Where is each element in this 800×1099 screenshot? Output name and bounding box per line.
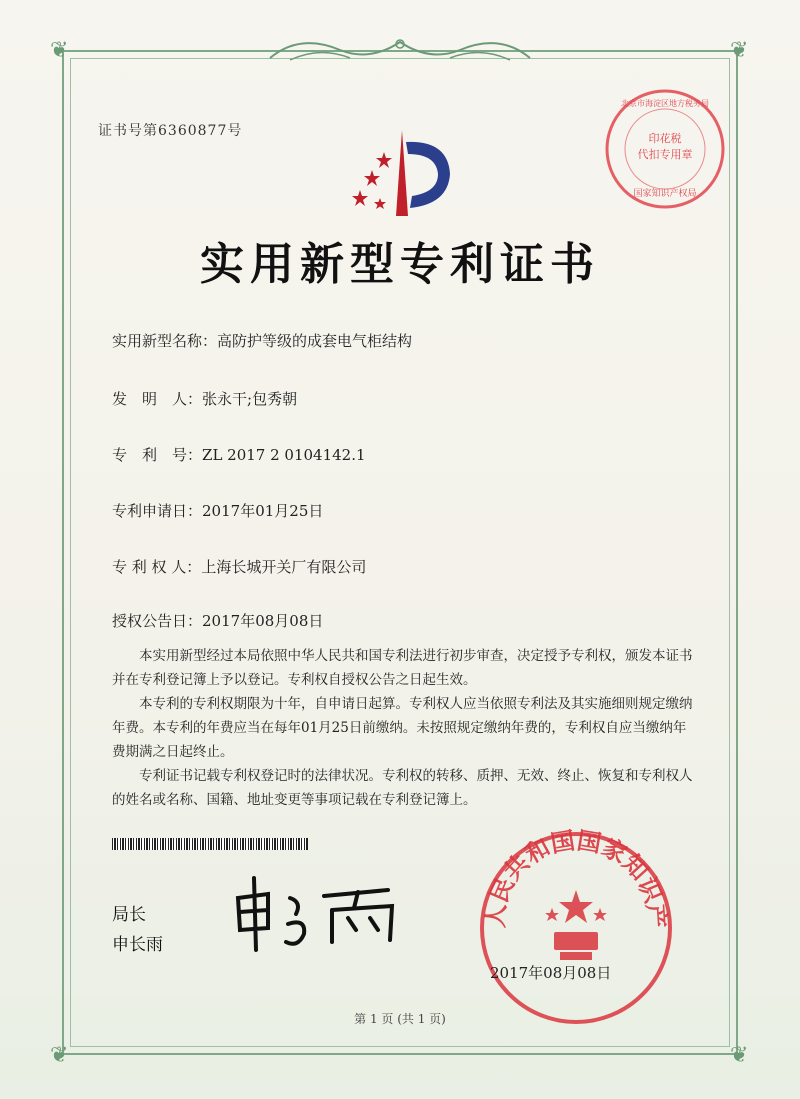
barcode <box>112 838 308 850</box>
field-inventor <box>112 388 297 409</box>
certificate-body <box>112 644 698 812</box>
body-paragraph-3: 专利证书记载专利权登记时的法律状况。专利权的转移、质押、无效、终止、恢复和专利权人的姓名或名称、国籍、地址变更等事项记载在专利登记簿上。 <box>112 768 693 808</box>
patent-office-logo <box>340 112 470 222</box>
field-label: 专利申请日： <box>112 502 203 520</box>
field-value: 上海长城开关厂有限公司 <box>201 558 367 576</box>
corner-ornament-bottom-right: ❦ <box>730 1043 749 1068</box>
field-value: 2017年01月25日 <box>202 502 324 520</box>
handwritten-signature <box>228 868 418 958</box>
field-label: 授权公告日： <box>112 612 203 630</box>
field-grant-date <box>112 610 323 631</box>
tax-seal-top-text: 北京市海淀区地方税务局 <box>621 99 709 108</box>
tax-seal-inner-text-1: 印花税 <box>648 132 682 145</box>
field-label: 专 利 号： <box>112 446 203 464</box>
field-label: 发 明 人： <box>112 390 203 408</box>
field-value: 张永干;包秀朝 <box>202 390 298 408</box>
page-number: 第 1 页 (共 1 页) <box>354 1012 446 1026</box>
official-seal <box>476 828 676 1028</box>
field-value: 高防护等级的成套电气柜结构 <box>217 332 413 350</box>
field-filing-date <box>112 500 323 521</box>
corner-ornament-top-right: ❦ <box>730 38 749 63</box>
field-value: ZL 2017 2 0104142.1 <box>202 446 366 464</box>
tax-seal-outer-text: 国家知识产权局 <box>633 189 697 199</box>
corner-ornament-top-left: ❦ <box>50 38 69 63</box>
field-patentee <box>112 556 366 577</box>
corner-ornament-bottom-left: ❦ <box>50 1043 69 1068</box>
certificate-number: 证书号第6360877号 <box>98 123 243 139</box>
body-paragraph-1: 本实用新型经过本局依照中华人民共和国专利法进行初步审查，决定授予专利权，颁发本证书并在专利登记簿上予以登记。专利权自授权公告之日起生效。 <box>112 648 693 688</box>
seal-text: 人民共和国国家知识产 <box>480 828 672 929</box>
field-label: 实用新型名称： <box>112 332 218 350</box>
certificate-title: 实用新型专利证书 <box>200 239 600 290</box>
signatory-name: 申长雨 <box>112 935 163 955</box>
field-utility-model-name <box>112 330 412 351</box>
seal-date: 2017年08月08日 <box>490 964 612 982</box>
tax-stamp-seal <box>602 86 728 212</box>
header-ornament <box>260 28 540 68</box>
field-patent-number <box>112 444 366 465</box>
field-value: 2017年08月08日 <box>202 612 324 630</box>
field-label: 专 利 权 人： <box>112 558 202 576</box>
signatory-role: 局长 <box>112 905 146 925</box>
tax-seal-inner-text-2: 代扣专用章 <box>637 148 693 161</box>
body-paragraph-2: 本专利的专利权期限为十年，自申请日起算。专利权人应当依照专利法及其实施细则规定缴纳年费。本专利的年费应当在每年01月25日前缴纳。未按照规定缴纳年费的，专利权自应当缴纳年费期满之日起终止。 <box>112 696 693 760</box>
